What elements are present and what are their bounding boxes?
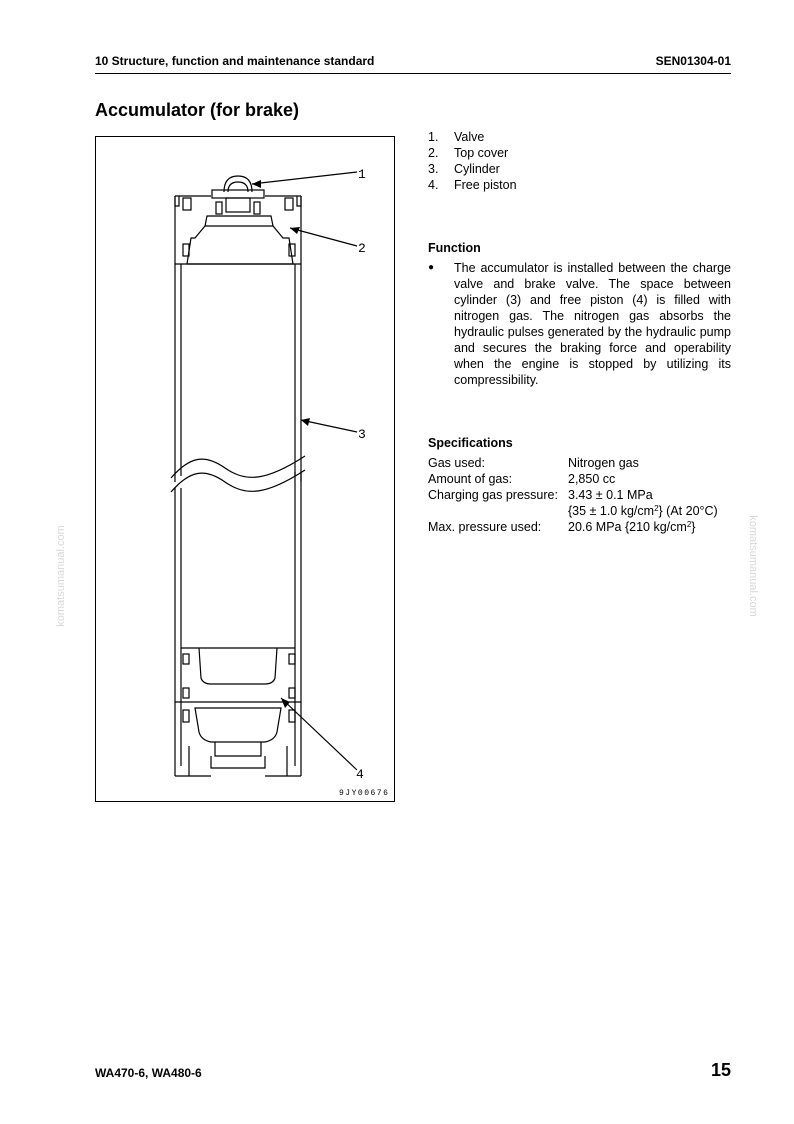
spec-amount-value: 2,850 cc [568, 472, 616, 486]
part-number: 2. [428, 146, 439, 160]
spec-charging-alt-value: {35 ± 1.0 $kg/cm^2$} (At 20°C) [568, 504, 718, 518]
part-label: Top cover [454, 146, 509, 160]
part-label: Cylinder [454, 162, 500, 176]
free-piston-drawing [181, 648, 295, 684]
part-number: 4. [428, 178, 439, 192]
spec-gas-label: Gas used: [428, 456, 485, 470]
part-number: 3. [428, 162, 439, 176]
spec-amount-label: Amount of gas: [428, 472, 513, 486]
watermark-right: komatsumanual.com [746, 515, 759, 617]
top-cover-drawing [187, 226, 293, 264]
callout-4: 4 [356, 767, 364, 782]
cylinder-drawing [175, 196, 301, 482]
header-section-title: 10 Structure, function and maintenance standard [95, 54, 375, 68]
part-label: Valve [454, 130, 485, 144]
spec-charging-label: Charging gas pressure: [428, 488, 558, 502]
header-rule [95, 73, 731, 74]
callout-2: 2 [358, 241, 366, 256]
header-doc-code: SEN01304-01 [655, 54, 731, 68]
bullet-icon: ● [428, 262, 435, 273]
spec-charging-value: 3.43 ± 0.1 MPa [568, 488, 653, 502]
accumulator-figure [95, 136, 395, 802]
spec-max-label: Max. pressure used: [428, 520, 542, 534]
page-title: Accumulator (for brake) [95, 100, 300, 120]
callout-1: 1 [358, 167, 366, 182]
function-text: The accumulator is installed between the charge valve and brake valve. The space between cylinder (3) and free piston (4) is filled with nitrogen gas. The nitrogen gas absorbs the hydraulic pulses generated by the hydraulic pump and secures the braking force and operability when the engine is stopped by utilizing its compressibility. [454, 261, 731, 387]
footer-models: WA470-6, WA480-6 [95, 1066, 202, 1080]
watermark-left: komatsumanual.com [54, 525, 67, 627]
spec-gas-value: Nitrogen gas [568, 456, 639, 470]
part-number: 1. [428, 130, 439, 144]
figure-code: 9JY00676 [339, 789, 390, 798]
spec-max-value: 20.6 MPa {210 $kg/cm^2$} [568, 520, 696, 534]
part-label: Free piston [454, 178, 517, 192]
function-heading: Function [428, 241, 481, 255]
specifications-heading: Specifications [428, 436, 513, 450]
page-number: 15 [710, 1060, 731, 1080]
callout-3: 3 [358, 427, 366, 442]
